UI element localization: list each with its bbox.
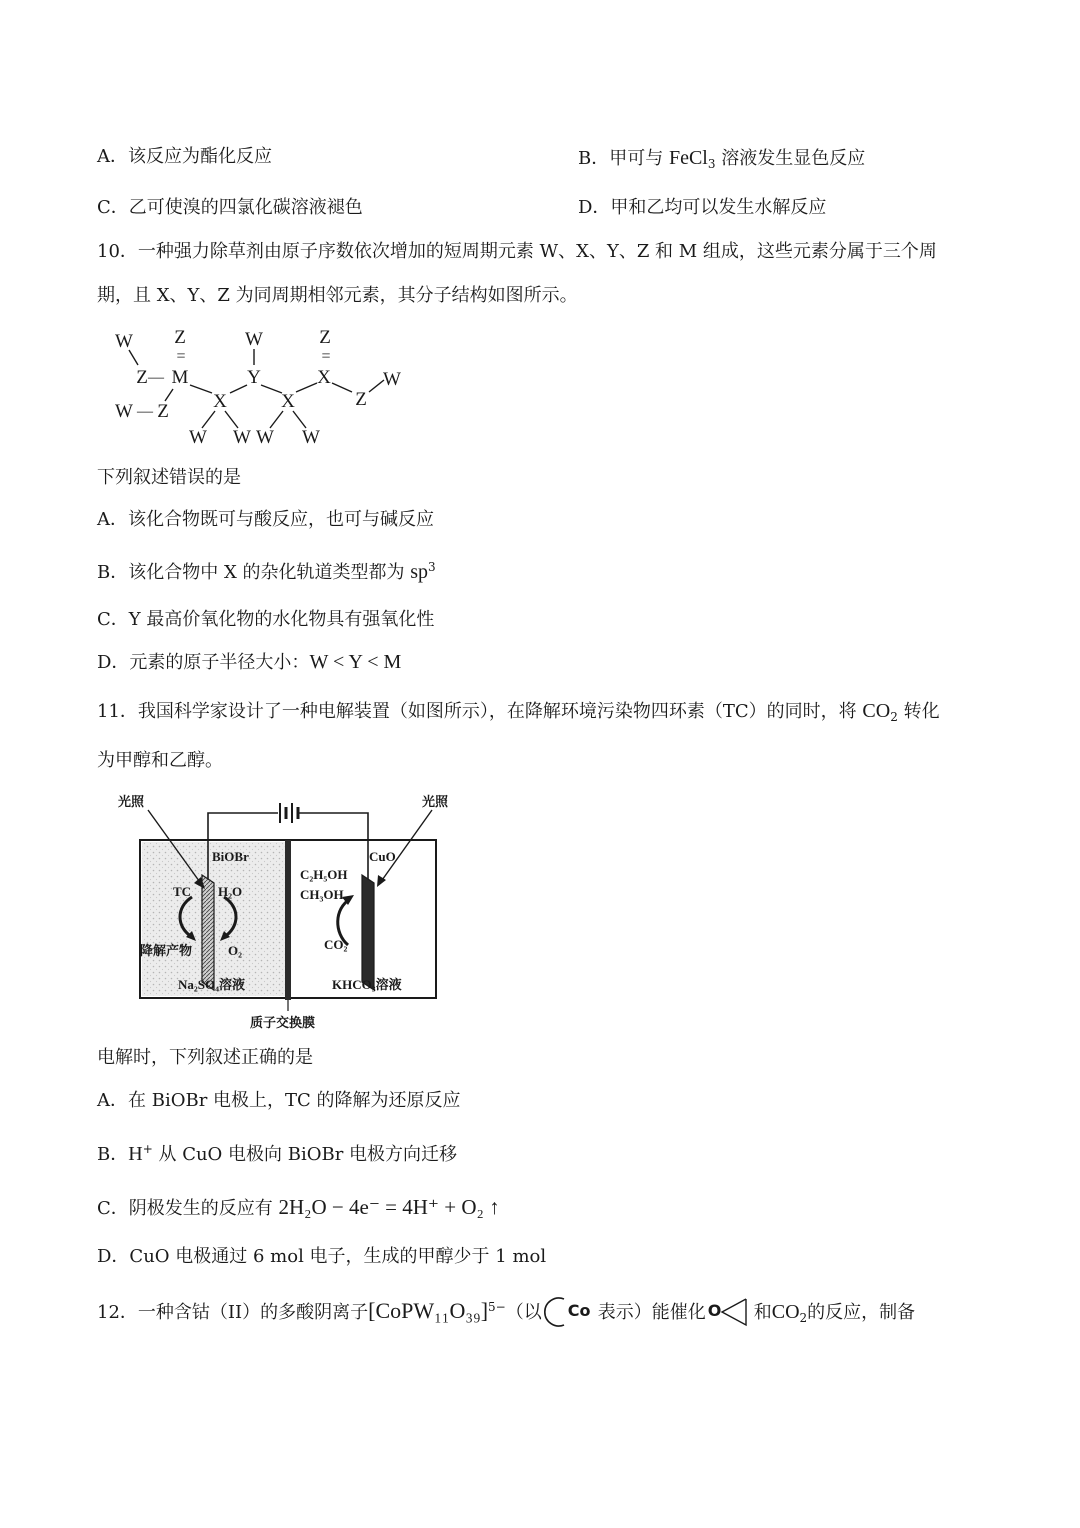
q11-option-a: A．在 BiOBr 电极上，TC 的降解为还原反应 xyxy=(97,1090,461,1111)
co-catalyst-symbol xyxy=(542,1297,598,1327)
co2-label: CO₂ xyxy=(324,937,348,952)
q10-line-2: 期，且 X、Y、Z 为同周期相邻元素，其分子结构如图所示。 xyxy=(97,285,578,306)
co2-subscript: 2 xyxy=(890,710,898,724)
q11-line-1 xyxy=(97,701,940,723)
q10-option-b xyxy=(97,561,436,582)
q9-option-c: C．乙可使溴的四氯化碳溶液褪色 xyxy=(97,197,363,218)
fecl3-formula: FeCl xyxy=(668,147,708,169)
na2so4-solution-label: Na₂SO₄溶液 xyxy=(178,977,246,992)
cuo-label: CuO xyxy=(369,849,396,864)
q10-option-d-text: D．元素的原子半径大小： xyxy=(97,652,310,673)
epoxide-ring-icon xyxy=(706,1296,754,1328)
atom-w-8: W xyxy=(302,427,320,448)
q12-co2-formula: CO xyxy=(771,1301,800,1323)
radius-inequality: W < Y < M xyxy=(309,651,402,673)
atom-z-1: Z xyxy=(136,367,148,388)
q9-option-b xyxy=(578,148,865,170)
atom-z-2: Z xyxy=(157,401,169,422)
atom-x-1: X xyxy=(213,391,227,412)
q10-option-c: C．Y 最高价氧化物的水化物具有强氧化性 xyxy=(97,609,435,630)
molecular-structure-diagram xyxy=(100,325,420,450)
light-label-right: 光照 xyxy=(422,794,449,809)
q12-line-1 xyxy=(97,1297,915,1333)
q11-line-1-text: 11．我国科学家设计了一种电解装置（如图所示），在降解环境污染物四环素（TC）的同时，将 xyxy=(97,701,863,722)
light-label-left: 光照 xyxy=(118,794,145,809)
q10-option-d xyxy=(97,652,401,672)
q11-line-2: 为甲醇和乙醇。 xyxy=(97,750,223,771)
atom-w-6: W xyxy=(233,427,251,448)
atom-w-1: W xyxy=(115,331,133,352)
atom-w-3: W xyxy=(383,369,401,390)
cuo-electrode xyxy=(362,875,374,990)
o2-label: O₂ xyxy=(228,943,243,958)
atom-y: Y xyxy=(247,367,261,388)
double-bond-1: = xyxy=(176,348,186,365)
anion-charge: 5− xyxy=(488,1300,506,1314)
polyoxometalate-formula: [CoPW₁₁O₃₉] xyxy=(368,1298,489,1323)
atom-w-2: W xyxy=(245,329,263,350)
epoxide-icon xyxy=(706,1297,754,1327)
khco3-solution-label: KHCO₃溶液 xyxy=(332,977,402,992)
fecl3-subscript: 3 xyxy=(707,157,716,171)
q9-option-b-tail: 溶液发生显色反应 xyxy=(715,148,866,169)
atom-w-4: W xyxy=(115,401,133,422)
q11-option-c xyxy=(97,1197,500,1218)
q11-option-b xyxy=(97,1143,457,1164)
q11-stem: 电解时，下列叙述正确的是 xyxy=(97,1047,313,1068)
q11-option-d: D．CuO 电极通过 6 mol 电子，生成的甲醇少于 1 mol xyxy=(97,1246,547,1267)
bond-z-m: — xyxy=(148,369,164,386)
bond-w-z: — xyxy=(137,403,153,420)
q12-paren-open: （以 xyxy=(505,1302,542,1323)
proton-charge: + xyxy=(142,1142,153,1156)
q9-option-d: D．甲和乙均可以发生水解反应 xyxy=(578,197,827,218)
atom-z-top-2: Z xyxy=(319,327,331,348)
q10-line-1: 10．一种强力除草剂由原子序数依次增加的短周期元素 W、X、Y、Z 和 M 组成，这些元素分属于三个周 xyxy=(97,241,937,262)
q12-text: 12．一种含钴（II）的多酸阴离子 xyxy=(97,1302,369,1323)
membrane-label: 质子交换膜 xyxy=(250,1015,316,1030)
co2-formula: CO xyxy=(862,700,891,722)
q10-option-a: A．该化合物既可与酸反应，也可与碱反应 xyxy=(97,509,434,530)
degraded-products-label: 降解产物 xyxy=(140,943,193,958)
q11-line-1-tail: 转化 xyxy=(897,701,940,722)
atom-w-5: W xyxy=(189,427,207,448)
atom-w-7: W xyxy=(256,427,274,448)
q11-option-b-text: 从 CuO 电极向 BiOBr 电极方向迁移 xyxy=(152,1144,458,1165)
proton-exchange-membrane xyxy=(285,840,291,1000)
proton-symbol: H xyxy=(128,1143,143,1165)
q9-option-a: A．该反应为酯化反应 xyxy=(97,146,272,167)
co-symbol-text: Co xyxy=(567,1301,591,1320)
ethanol-label: C₂H₅OH xyxy=(300,867,348,882)
q10-stem: 下列叙述错误的是 xyxy=(97,467,241,488)
atom-z-3: Z xyxy=(355,389,367,410)
atom-m: M xyxy=(171,367,189,388)
q12-co2-subscript: 2 xyxy=(799,1311,808,1325)
q11-option-c-text: C．阴极发生的反应有 xyxy=(97,1198,279,1219)
methanol-label: CH₃OH xyxy=(300,887,344,902)
atom-x-2: X xyxy=(281,391,295,412)
sp3-label: sp xyxy=(410,561,429,583)
epoxide-oxygen: O xyxy=(707,1301,722,1320)
double-bond-2: = xyxy=(321,348,331,365)
electrolysis-diagram xyxy=(110,785,460,1035)
q9-option-b-text: B．甲可与 xyxy=(578,148,669,169)
q12-and: 和 xyxy=(753,1302,772,1323)
tc-label: TC xyxy=(173,884,192,899)
biobr-label: BiOBr xyxy=(212,849,249,864)
q12-text-mid: 表示）能催化 xyxy=(597,1302,706,1323)
q11-option-b-label: B． xyxy=(97,1144,129,1165)
h2o-label: H₂O xyxy=(218,884,243,899)
atom-x-3: X xyxy=(317,367,331,388)
q12-text-tail: 的反应，制备 xyxy=(807,1302,916,1323)
atom-z-top-1: Z xyxy=(174,327,186,348)
anode-equation: 2H₂O − 4e⁻ = 4H⁺ + O₂ ↑ xyxy=(278,1195,500,1219)
sp3-superscript: 3 xyxy=(428,560,436,574)
biobr-electrode xyxy=(202,875,214,990)
q10-option-b-text: B．该化合物中 X 的杂化轨道类型都为 xyxy=(97,562,411,583)
